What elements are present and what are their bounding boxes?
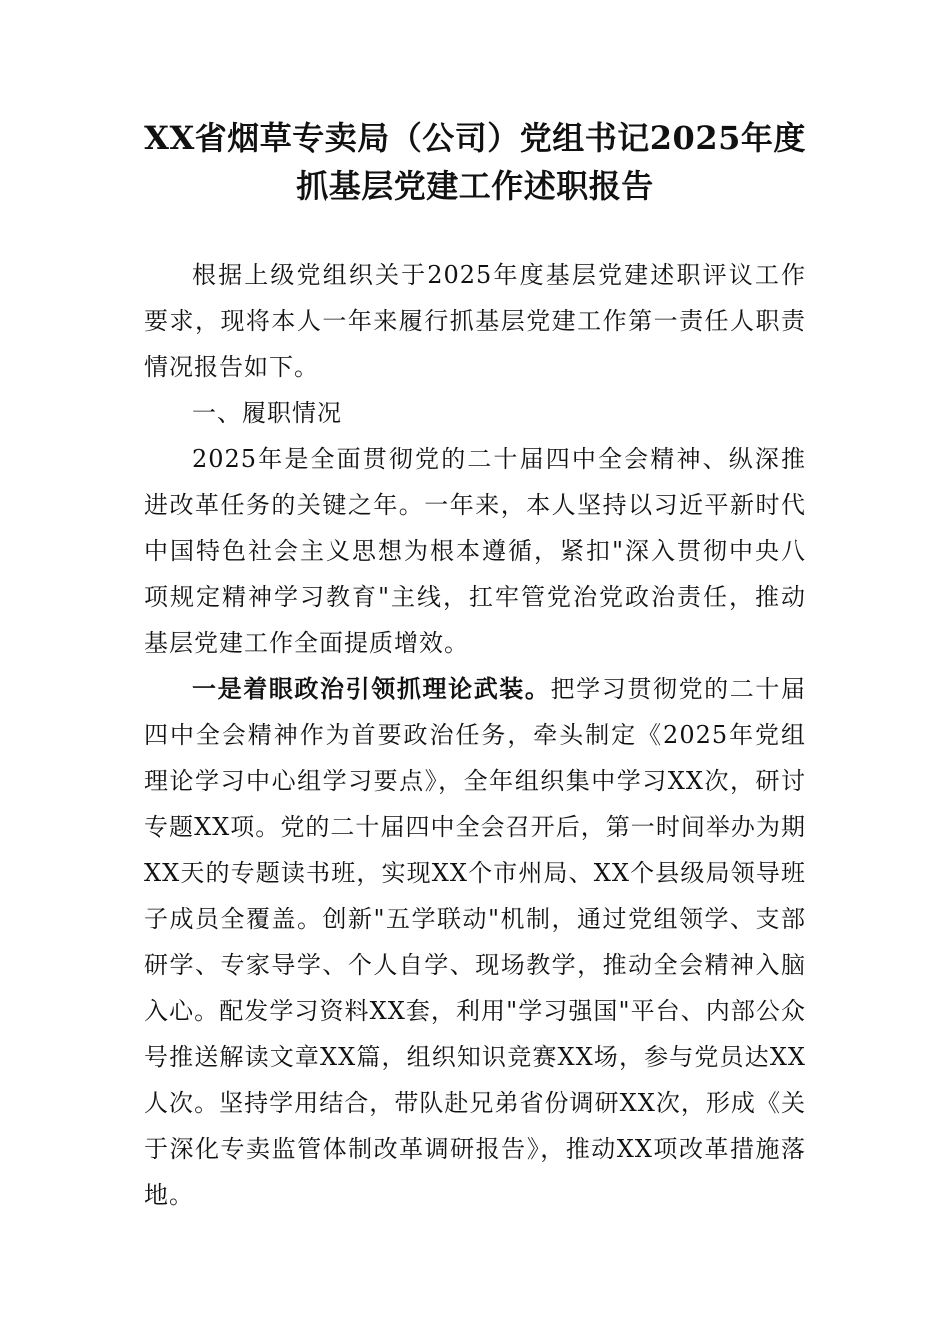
document-body xyxy=(144,252,806,1218)
item1-lead: 一是着眼政治引领抓理论武装。 xyxy=(192,674,551,703)
section-heading-1: 一、履职情况 xyxy=(192,399,342,427)
section1-paragraph: 2025年是全面贯彻党的二十届四中全会精神、纵深推进改革任务的关键之年。一年来，本人坚持以习近平新时代中国特色社会主义思想为根本遵循，紧扣"深入贯彻中央八项规定精神学习教育"主线，扛牢管党治党政治责任，推动基层党建工作全面提质增效。 xyxy=(144,445,806,657)
item1-body: 把学习贯彻党的二十届四中全会精神作为首要政治任务，牵头制定《2025年党组理论学习中心组学习要点》，全年组织集中学习XX次，研讨专题XX项。党的二十届四中全会召开后，第一时间举办为期XX天的专题读书班，实现XX个市州局、XX个县级局领导班子成员全覆盖。创新"五学联动"机制，通过党组领学、支部研学、专家导学、个人自学、现场教学，推动全会精神入脑入心。配发学习资料XX套，利用"学习强国"平台、内部公众号推送解读文章XX篇，组织知识竞赛XX场，参与党员达XX人次。坚持学用结合，带队赴兄弟省份调研XX次，形成《关于深化专卖监管体制改革调研报告》，推动XX项改革措施落地。 xyxy=(144,675,807,1209)
document-title: XX省烟草专卖局（公司）党组书记2025年度抓基层党建工作述职报告 xyxy=(144,119,806,205)
intro-paragraph: 根据上级党组织关于2025年度基层党建述职评议工作要求，现将本人一年来履行抓基层党建工作第一责任人职责情况报告如下。 xyxy=(144,261,806,381)
item1-paragraph xyxy=(144,666,806,1218)
